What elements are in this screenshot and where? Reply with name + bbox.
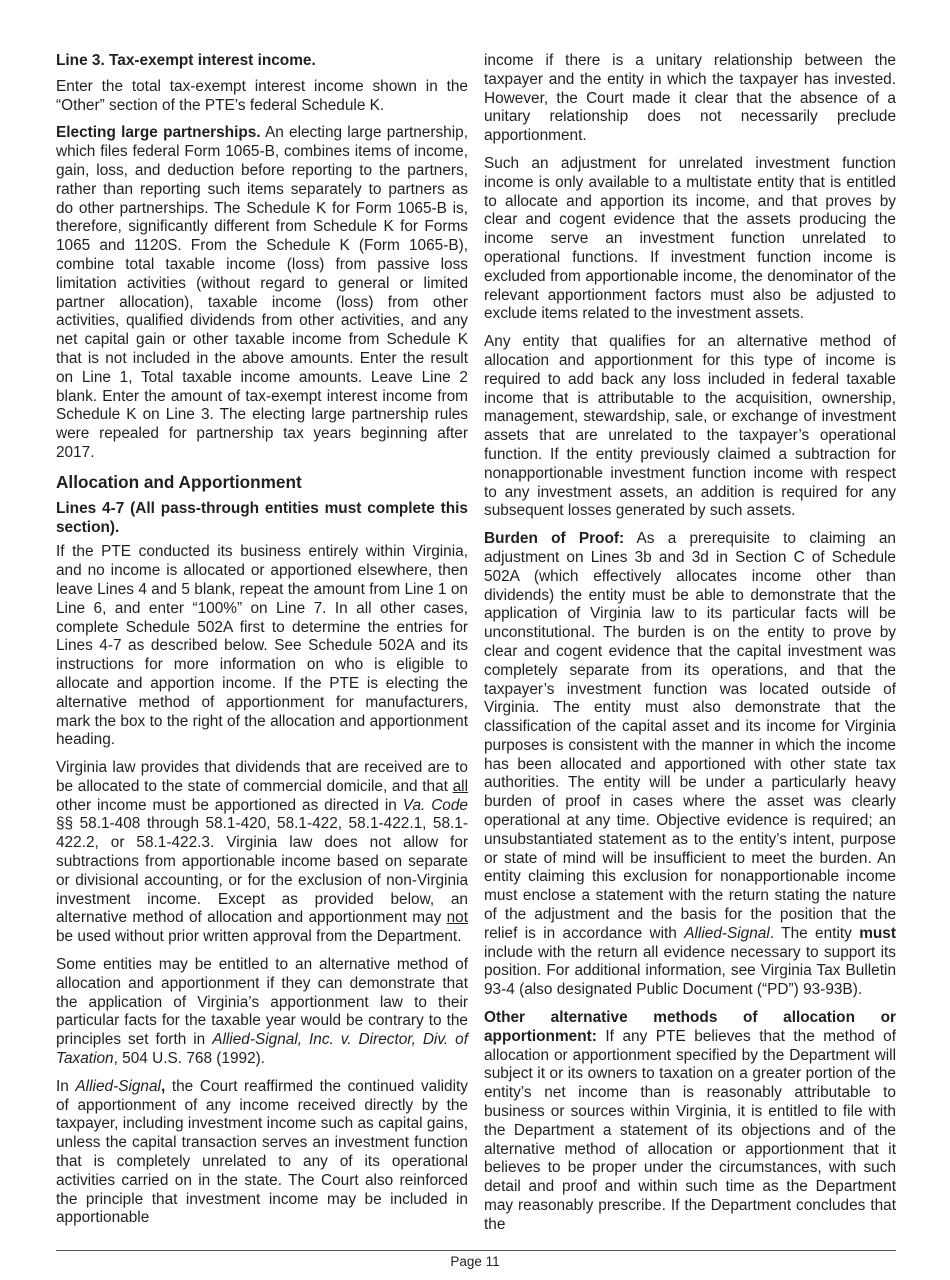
text-run: As a prerequisite to claiming an adjustment on Lines 3b and 3d in Section C of Schedule 502A (which effectively allocates income other than dividends) the entity must be able to demonstrate that the application of Virginia law to its particular facts will be unconstitutional. The burden is on the entity to prove by clear and cogent evidence that the capital investment was completely separate from its operations, and that the taxpayer’s investment function was located outside of Virginia. The entity must also demonstrate that the classification of the capital asset and its income for Virginia purposes is consistent with the manner in which the income has been allocated and apportioned with other state tax authorities. The entity will be under a particularly heavy burden of proof in cases where the asset was clearly operational at any time. Objective evidence is required; an unsubstantiated statement as to the entity’s intent, purpose or state of mind will be insufficient to meet the burden. An entity claiming this exclusion for nonapportionable income must enclose a statement with the return stating the nature of the adjustment and the basis for the position that the relief is in accordance with [484,530,896,942]
text-run: , [160,1077,166,1095]
text-run: Allocation and Apportionment [56,471,302,492]
paragraph [56,1078,468,1228]
subheading [56,500,468,538]
text-run: Other alternative methods of allocation or apportionment: [484,1009,896,1045]
text-run: In [56,1077,76,1095]
text-run: Any entity that qualifies for an alternative method of allocation and apportionment for this type of income is required to add back any loss included in federal taxable income that is attributable to the acquisition, ownership, management, stewardship, sale, or exchange of investment assets that are unrelated to the taxpayer’s operational function. If the entity previously claimed a subtraction for nonapportionable investment function income with respect to any investment assets, an addition is required for any subsequent losses generated by such assets. [484,333,896,520]
text-run: other income must be apportioned as directed in [56,796,403,814]
paragraph [56,956,468,1069]
text-run: , 504 U.S. 768 (1992). [113,1050,266,1068]
text-run: . The entity [769,924,860,942]
right-column [484,52,896,1244]
footer-divider [56,1250,896,1251]
text-run: not [446,909,468,927]
paragraph [56,124,468,462]
text-run: must [859,924,896,942]
paragraph [56,759,468,947]
page-number: Page 11 [450,1254,500,1269]
text-run: Line 3. Tax-exempt interest income. [56,52,316,69]
text-run: Allied-Signal [75,1077,161,1095]
text-run: include with the return all evidence necessary to support its position. For additional information, see Virginia Tax Bulletin 93-4 (also designated Public Document (“PD”) 93-93B). [484,943,896,999]
text-run: Electing large partnerships. [56,124,261,142]
paragraph [484,1009,896,1235]
text-run: Virginia law provides that dividends that are received are to be allocated to the state of commercial domicile, and that [56,759,468,795]
paragraph [484,530,896,1000]
text-run: Va. Code [402,796,468,814]
paragraph [484,333,896,521]
text-run: Allied-Signal [684,924,770,942]
text-run: Burden of Proof: [484,530,625,548]
text-run: Lines 4-7 (All pass-through entities must complete this section). [56,499,468,536]
text-run: all [452,777,468,795]
section-heading [56,472,468,493]
text-run: income if there is a unitary relationship between the taxpayer and the entity in which the taxpayer has invested. However, the Court made it clear that the absence of a unitary relationship does not necessarily preclude apportionment. [484,52,896,145]
text-run: Allied-Signal, Inc. v. Director, Div. of Taxation [56,1031,468,1068]
paragraph [56,78,468,116]
paragraph [56,543,468,750]
left-column [56,52,468,1237]
text-run: If any PTE believes that the method of allocation or apportionment specified by the Department will subject it or its owners to taxation on a greater portion of the entity’s net income than is reasonably attributable to business or sources within Virginia, it is entitled to file with the Department a statement of its objections and of the alternative method of allocation or apportionment that it believes to be proper under the circumstances, with such detail and proof and within such time as the Department may reasonably prescribe. If the Department concludes that the [484,1027,896,1233]
text-run: the Court reaffirmed the continued validity of apportionment of any income received directly by the taxpayer, including investment income such as capital gains, unless the capital transaction serves an investment function that is completely unrelated to any of its operational activities carried on in the state. The Court also reinforced the principle that investment income may be included in apportionable [56,1077,468,1227]
text-run: be used without prior written approval from the Department. [56,928,462,946]
text-run: Enter the total tax-exempt interest income shown in the “Other” section of the PTE’s federal Schedule K. [56,77,468,114]
text-run: An electing large partnership, which files federal Form 1065-B, combines items of income, gain, loss, and deduction before reporting to the partners, rather than reporting such items separately to partners as do other partnerships. The Schedule K for Form 1065-B is, therefore, significantly different from Schedule K for Forms 1065 and 1120S. From the Schedule K (Form 1065-B), combine total taxable income (loss) from passive loss limitation activities (without regard to general or limited partner allocation), taxable income (loss) from other activities, qualified dividends from other activities, and any net capital gain or other taxable income from Schedule K that is not included in the above amounts. Enter the result on Line 1, Total taxable income amounts. Leave Line 2 blank. Enter the amount of tax-exempt interest income from Schedule K on Line 3. The electing large partnership rules were repealed for partnership tax years beginning after 2017. [56,124,468,461]
text-run: Such an adjustment for unrelated investment function income is only available to a multistate entity that is entitled to allocate and apportion its income, and that proves by clear and cogent evidence that the assets producing the income serve an investment function unrelated to operational functions. If investment function income is excluded from apportionable income, the denominator of the relevant apportionment factors must also be adjusted to exclude items related to the investment assets. [484,154,896,323]
text-run: Some entities may be entitled to an alternative method of allocation and apportionment if they can demonstrate that the application of Virginia’s apportionment law to their particular facts for the taxable year would be contrary to the principles set forth in [56,956,468,1049]
paragraph [484,155,896,324]
subheading [56,52,468,71]
paragraph [484,52,896,146]
text-run: If the PTE conducted its business entirely within Virginia, and no income is allocated or apportioned elsewhere, then leave Lines 4 and 5 blank, repeat the amount from Line 1 on Line 6, and enter “100%” on Line 7. In all other cases, complete Schedule 502A first to determine the entries for Lines 4-7 as described below. See Schedule 502A and its instructions for more information on who is eligible to allocate and apportion income. If the PTE is electing the alternative method of apportionment for manufacturers, mark the box to the right of the allocation and apportionment heading. [56,543,468,749]
text-run: §§ 58.1-408 through 58.1-420, 58.1-422, 58.1-422.1, 58.1-422.2, or 58.1-422.3. Virginia law does not allow for subtractions from apportionable income based on separate or divisional accounting, or for the exclusion of non-Virginia investment income. Except as provided below, an alternative method of allocation and apportionment may [56,815,468,927]
